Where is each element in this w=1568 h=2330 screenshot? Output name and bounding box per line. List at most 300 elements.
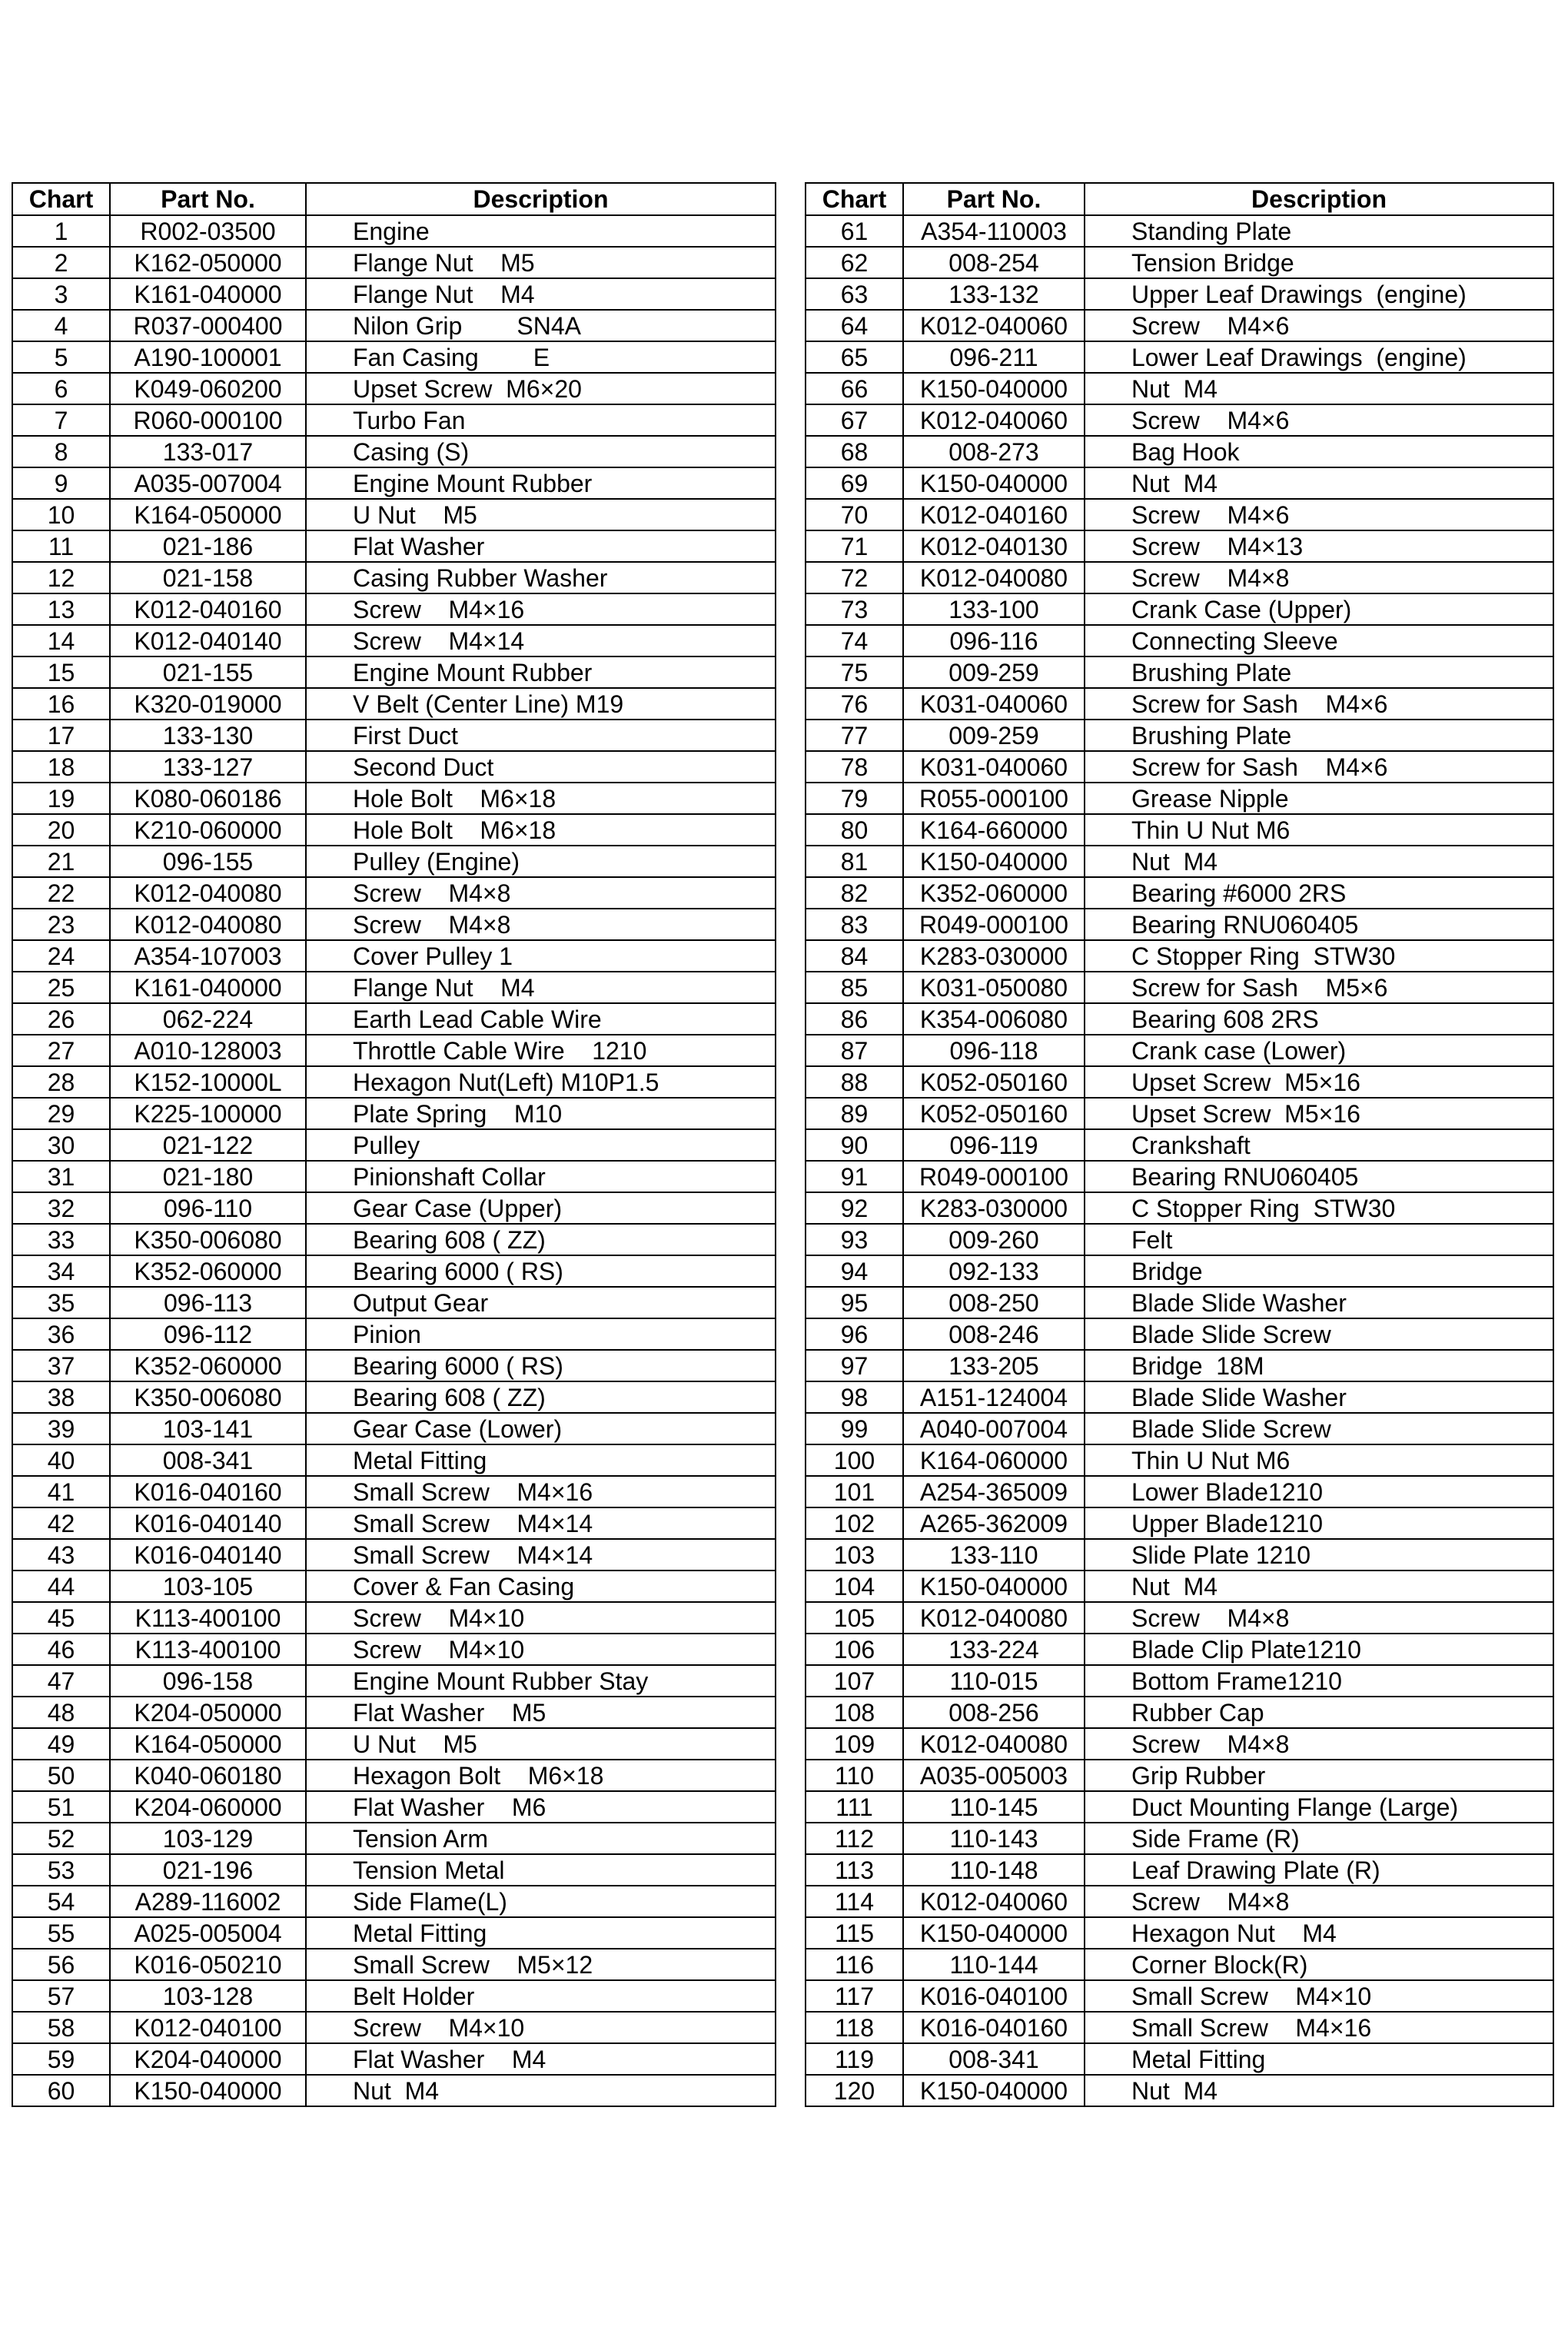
table-row bbox=[12, 1381, 776, 1413]
part-number-cell: A265-362009 bbox=[903, 1507, 1085, 1539]
table-row bbox=[12, 720, 776, 751]
table-row bbox=[12, 783, 776, 814]
table-row bbox=[12, 1980, 776, 2012]
description-cell: Engine Mount Rubber Stay bbox=[306, 1665, 776, 1697]
chart-number-cell: 115 bbox=[806, 1917, 903, 1949]
chart-number-cell: 49 bbox=[12, 1728, 110, 1760]
table-row bbox=[806, 247, 1553, 278]
part-number-cell: K012-040130 bbox=[903, 530, 1085, 562]
description-cell: Hexagon Nut(Left) M10P1.5 bbox=[306, 1066, 776, 1098]
description-cell: Duct Mounting Flange (Large) bbox=[1085, 1791, 1553, 1823]
part-number-cell: K016-040160 bbox=[110, 1476, 306, 1507]
part-number-cell: R055-000100 bbox=[903, 783, 1085, 814]
chart-number-cell: 84 bbox=[806, 940, 903, 972]
table-row bbox=[12, 1760, 776, 1791]
part-number-cell: K012-040100 bbox=[110, 2012, 306, 2043]
part-number-cell: 110-015 bbox=[903, 1665, 1085, 1697]
table-row bbox=[806, 1760, 1553, 1791]
part-number-cell: K113-400100 bbox=[110, 1634, 306, 1665]
description-cell: Side Flame(L) bbox=[306, 1886, 776, 1917]
description-cell: Screw M4×8 bbox=[1085, 562, 1553, 593]
table-row bbox=[12, 688, 776, 720]
parts-table-left bbox=[12, 182, 776, 2107]
chart-number-cell: 67 bbox=[806, 404, 903, 436]
description-cell: Crank Case (Upper) bbox=[1085, 593, 1553, 625]
description-cell: Flat Washer bbox=[306, 530, 776, 562]
description-cell: Bearing RNU060405 bbox=[1085, 1161, 1553, 1192]
description-cell: Brushing Plate bbox=[1085, 656, 1553, 688]
chart-number-cell: 112 bbox=[806, 1823, 903, 1854]
chart-number-cell: 104 bbox=[806, 1571, 903, 1602]
part-number-cell: 110-144 bbox=[903, 1949, 1085, 1980]
part-number-cell: K164-660000 bbox=[903, 814, 1085, 846]
part-number-cell: 008-256 bbox=[903, 1697, 1085, 1728]
description-cell: Nut M4 bbox=[1085, 1571, 1553, 1602]
table-row bbox=[806, 1571, 1553, 1602]
table-row bbox=[806, 1224, 1553, 1255]
description-cell: Tension Arm bbox=[306, 1823, 776, 1854]
table-row bbox=[806, 467, 1553, 499]
table-row bbox=[806, 1728, 1553, 1760]
table-row bbox=[12, 1886, 776, 1917]
table-row bbox=[12, 1571, 776, 1602]
chart-number-cell: 111 bbox=[806, 1791, 903, 1823]
chart-number-cell: 11 bbox=[12, 530, 110, 562]
chart-number-cell: 29 bbox=[12, 1098, 110, 1129]
part-number-cell: K031-040060 bbox=[903, 688, 1085, 720]
table-row bbox=[12, 1728, 776, 1760]
part-number-cell: R060-000100 bbox=[110, 404, 306, 436]
part-number-cell: K152-10000L bbox=[110, 1066, 306, 1098]
description-cell: Blade Slide Screw bbox=[1085, 1318, 1553, 1350]
part-number-cell: 110-145 bbox=[903, 1791, 1085, 1823]
part-number-cell: A289-116002 bbox=[110, 1886, 306, 1917]
description-cell: Felt bbox=[1085, 1224, 1553, 1255]
chart-number-cell: 87 bbox=[806, 1035, 903, 1066]
chart-number-cell: 36 bbox=[12, 1318, 110, 1350]
description-cell: U Nut M5 bbox=[306, 1728, 776, 1760]
description-cell: Upset Screw M5×16 bbox=[1085, 1098, 1553, 1129]
description-cell: Grip Rubber bbox=[1085, 1760, 1553, 1791]
description-cell: Nut M4 bbox=[1085, 2075, 1553, 2106]
part-no-column-header: Part No. bbox=[903, 183, 1085, 215]
part-number-cell: 133-127 bbox=[110, 751, 306, 783]
description-cell: Bottom Frame1210 bbox=[1085, 1665, 1553, 1697]
description-cell: Small Screw M4×10 bbox=[1085, 1980, 1553, 2012]
chart-number-cell: 96 bbox=[806, 1318, 903, 1350]
table-row bbox=[12, 1035, 776, 1066]
table-row bbox=[806, 2012, 1553, 2043]
chart-number-cell: 68 bbox=[806, 436, 903, 467]
part-number-cell: K350-006080 bbox=[110, 1224, 306, 1255]
chart-number-cell: 32 bbox=[12, 1192, 110, 1224]
table-row bbox=[806, 1192, 1553, 1224]
description-cell: Grease Nipple bbox=[1085, 783, 1553, 814]
part-number-cell: 133-132 bbox=[903, 278, 1085, 310]
part-number-cell: A035-007004 bbox=[110, 467, 306, 499]
part-number-cell: K204-040000 bbox=[110, 2043, 306, 2075]
part-number-cell: K162-050000 bbox=[110, 247, 306, 278]
part-number-cell: K161-040000 bbox=[110, 972, 306, 1003]
description-cell: Screw for Sash M4×6 bbox=[1085, 688, 1553, 720]
part-number-cell: K150-040000 bbox=[903, 846, 1085, 877]
table-row bbox=[806, 1035, 1553, 1066]
description-cell: Pulley bbox=[306, 1129, 776, 1161]
table-row bbox=[806, 1066, 1553, 1098]
chart-number-cell: 43 bbox=[12, 1539, 110, 1571]
description-cell: C Stopper Ring STW30 bbox=[1085, 940, 1553, 972]
description-cell: Small Screw M5×12 bbox=[306, 1949, 776, 1980]
table-row bbox=[12, 562, 776, 593]
description-cell: Bearing 6000 ( RS) bbox=[306, 1255, 776, 1287]
description-cell: Crankshaft bbox=[1085, 1129, 1553, 1161]
table-row bbox=[806, 625, 1553, 656]
chart-number-cell: 116 bbox=[806, 1949, 903, 1980]
description-cell: Nut M4 bbox=[1085, 467, 1553, 499]
table-row bbox=[12, 1949, 776, 1980]
description-cell: Tension Metal bbox=[306, 1854, 776, 1886]
table-row bbox=[12, 1539, 776, 1571]
table-row bbox=[12, 310, 776, 341]
description-cell: C Stopper Ring STW30 bbox=[1085, 1192, 1553, 1224]
description-cell: Connecting Sleeve bbox=[1085, 625, 1553, 656]
part-number-cell: K049-060200 bbox=[110, 373, 306, 404]
table-row bbox=[12, 1255, 776, 1287]
part-number-cell: K225-100000 bbox=[110, 1098, 306, 1129]
chart-number-cell: 16 bbox=[12, 688, 110, 720]
table-row bbox=[12, 1224, 776, 1255]
description-cell: Lower Leaf Drawings (engine) bbox=[1085, 341, 1553, 373]
chart-number-cell: 2 bbox=[12, 247, 110, 278]
chart-number-cell: 28 bbox=[12, 1066, 110, 1098]
part-number-cell: 009-260 bbox=[903, 1224, 1085, 1255]
description-cell: Screw M4×16 bbox=[306, 593, 776, 625]
part-number-cell: R049-000100 bbox=[903, 1161, 1085, 1192]
description-cell: Earth Lead Cable Wire bbox=[306, 1003, 776, 1035]
chart-number-cell: 26 bbox=[12, 1003, 110, 1035]
part-number-cell: K161-040000 bbox=[110, 278, 306, 310]
chart-number-cell: 17 bbox=[12, 720, 110, 751]
chart-number-cell: 35 bbox=[12, 1287, 110, 1318]
part-number-cell: 008-250 bbox=[903, 1287, 1085, 1318]
description-cell: Nut M4 bbox=[306, 2075, 776, 2106]
chart-number-cell: 37 bbox=[12, 1350, 110, 1381]
table-row bbox=[806, 341, 1553, 373]
description-cell: Bearing 608 2RS bbox=[1085, 1003, 1553, 1035]
chart-number-cell: 88 bbox=[806, 1066, 903, 1098]
chart-number-cell: 60 bbox=[12, 2075, 110, 2106]
table-row bbox=[12, 215, 776, 247]
description-cell: Flange Nut M5 bbox=[306, 247, 776, 278]
table-row bbox=[12, 625, 776, 656]
chart-number-cell: 20 bbox=[12, 814, 110, 846]
chart-number-cell: 33 bbox=[12, 1224, 110, 1255]
description-cell: Pinion bbox=[306, 1318, 776, 1350]
table-row bbox=[806, 2043, 1553, 2075]
table-row bbox=[12, 2075, 776, 2106]
description-cell: Thin U Nut M6 bbox=[1085, 1444, 1553, 1476]
description-cell: Screw M4×8 bbox=[306, 877, 776, 909]
part-number-cell: 096-211 bbox=[903, 341, 1085, 373]
table-row bbox=[12, 247, 776, 278]
table-row bbox=[12, 1192, 776, 1224]
part-no-column-header: Part No. bbox=[110, 183, 306, 215]
table-row bbox=[12, 436, 776, 467]
part-number-cell: K016-040100 bbox=[903, 1980, 1085, 2012]
part-number-cell: 096-119 bbox=[903, 1129, 1085, 1161]
part-number-cell: 021-180 bbox=[110, 1161, 306, 1192]
table-row bbox=[12, 499, 776, 530]
part-number-cell: A354-110003 bbox=[903, 215, 1085, 247]
chart-number-cell: 86 bbox=[806, 1003, 903, 1035]
chart-number-cell: 10 bbox=[12, 499, 110, 530]
part-number-cell: K040-060180 bbox=[110, 1760, 306, 1791]
chart-number-cell: 41 bbox=[12, 1476, 110, 1507]
table-row bbox=[12, 1350, 776, 1381]
chart-number-cell: 118 bbox=[806, 2012, 903, 2043]
chart-number-cell: 50 bbox=[12, 1760, 110, 1791]
chart-number-cell: 65 bbox=[806, 341, 903, 373]
description-cell: Gear Case (Lower) bbox=[306, 1413, 776, 1444]
chart-number-cell: 72 bbox=[806, 562, 903, 593]
table-row bbox=[12, 972, 776, 1003]
table-row bbox=[12, 1791, 776, 1823]
table-row bbox=[806, 1003, 1553, 1035]
table-row bbox=[806, 278, 1553, 310]
part-number-cell: K204-050000 bbox=[110, 1697, 306, 1728]
table-row bbox=[806, 688, 1553, 720]
table-row bbox=[12, 1318, 776, 1350]
part-number-cell: K283-030000 bbox=[903, 1192, 1085, 1224]
description-cell: Upset Screw M5×16 bbox=[1085, 1066, 1553, 1098]
table-row bbox=[806, 1886, 1553, 1917]
chart-number-cell: 47 bbox=[12, 1665, 110, 1697]
chart-number-cell: 22 bbox=[12, 877, 110, 909]
description-cell: First Duct bbox=[306, 720, 776, 751]
part-number-cell: 008-341 bbox=[903, 2043, 1085, 2075]
description-cell: Flat Washer M6 bbox=[306, 1791, 776, 1823]
table-row bbox=[806, 1917, 1553, 1949]
part-number-cell: 021-155 bbox=[110, 656, 306, 688]
part-number-cell: K320-019000 bbox=[110, 688, 306, 720]
description-cell: Cover Pulley 1 bbox=[306, 940, 776, 972]
chart-number-cell: 56 bbox=[12, 1949, 110, 1980]
part-number-cell: R037-000400 bbox=[110, 310, 306, 341]
description-cell: Screw for Sash M5×6 bbox=[1085, 972, 1553, 1003]
table-row bbox=[12, 1129, 776, 1161]
chart-number-cell: 99 bbox=[806, 1413, 903, 1444]
table-row bbox=[806, 877, 1553, 909]
chart-number-cell: 69 bbox=[806, 467, 903, 499]
part-number-cell: K012-040080 bbox=[110, 877, 306, 909]
table-row bbox=[806, 1161, 1553, 1192]
part-number-cell: 096-112 bbox=[110, 1318, 306, 1350]
description-cell: Screw M4×8 bbox=[306, 909, 776, 940]
part-number-cell: K164-050000 bbox=[110, 1728, 306, 1760]
part-number-cell: 021-196 bbox=[110, 1854, 306, 1886]
chart-number-cell: 106 bbox=[806, 1634, 903, 1665]
description-cell: Throttle Cable Wire 1210 bbox=[306, 1035, 776, 1066]
description-cell: Thin U Nut M6 bbox=[1085, 814, 1553, 846]
description-cell: Casing Rubber Washer bbox=[306, 562, 776, 593]
part-number-cell: K052-050160 bbox=[903, 1066, 1085, 1098]
description-cell: Flat Washer M5 bbox=[306, 1697, 776, 1728]
table-row bbox=[806, 909, 1553, 940]
chart-number-cell: 39 bbox=[12, 1413, 110, 1444]
chart-number-cell: 79 bbox=[806, 783, 903, 814]
part-number-cell: 133-110 bbox=[903, 1539, 1085, 1571]
part-number-cell: 021-158 bbox=[110, 562, 306, 593]
part-number-cell: 133-100 bbox=[903, 593, 1085, 625]
table-row bbox=[806, 1949, 1553, 1980]
chart-number-cell: 61 bbox=[806, 215, 903, 247]
chart-number-cell: 100 bbox=[806, 1444, 903, 1476]
chart-number-cell: 34 bbox=[12, 1255, 110, 1287]
part-number-cell: K012-040060 bbox=[903, 404, 1085, 436]
description-cell: Hexagon Bolt M6×18 bbox=[306, 1760, 776, 1791]
description-cell: Bearing 608 ( ZZ) bbox=[306, 1224, 776, 1255]
chart-number-cell: 92 bbox=[806, 1192, 903, 1224]
description-cell: Cover & Fan Casing bbox=[306, 1571, 776, 1602]
chart-number-cell: 19 bbox=[12, 783, 110, 814]
chart-number-cell: 25 bbox=[12, 972, 110, 1003]
description-cell: V Belt (Center Line) M19 bbox=[306, 688, 776, 720]
chart-number-cell: 83 bbox=[806, 909, 903, 940]
table-row bbox=[806, 972, 1553, 1003]
table-row bbox=[806, 310, 1553, 341]
table-row bbox=[12, 467, 776, 499]
chart-number-cell: 95 bbox=[806, 1287, 903, 1318]
description-cell: Bearing RNU060405 bbox=[1085, 909, 1553, 940]
table-row bbox=[12, 1413, 776, 1444]
table-row bbox=[806, 1350, 1553, 1381]
description-cell: Screw M4×10 bbox=[306, 2012, 776, 2043]
chart-number-cell: 97 bbox=[806, 1350, 903, 1381]
chart-number-cell: 45 bbox=[12, 1602, 110, 1634]
table-row bbox=[806, 1980, 1553, 2012]
description-cell: Screw M4×10 bbox=[306, 1602, 776, 1634]
chart-number-cell: 113 bbox=[806, 1854, 903, 1886]
description-cell: Screw M4×8 bbox=[1085, 1886, 1553, 1917]
table-row bbox=[806, 1255, 1553, 1287]
description-cell: Blade Slide Washer bbox=[1085, 1287, 1553, 1318]
chart-number-cell: 91 bbox=[806, 1161, 903, 1192]
table-row bbox=[806, 1444, 1553, 1476]
chart-number-cell: 30 bbox=[12, 1129, 110, 1161]
description-cell: Screw M4×8 bbox=[1085, 1728, 1553, 1760]
part-number-cell: 096-116 bbox=[903, 625, 1085, 656]
description-cell: Nut M4 bbox=[1085, 846, 1553, 877]
description-column-header: Description bbox=[1085, 183, 1553, 215]
table-row bbox=[806, 1098, 1553, 1129]
chart-number-cell: 114 bbox=[806, 1886, 903, 1917]
chart-number-cell: 89 bbox=[806, 1098, 903, 1129]
chart-number-cell: 52 bbox=[12, 1823, 110, 1854]
chart-number-cell: 90 bbox=[806, 1129, 903, 1161]
table-row bbox=[806, 1665, 1553, 1697]
description-cell: Screw M4×13 bbox=[1085, 530, 1553, 562]
chart-number-cell: 74 bbox=[806, 625, 903, 656]
chart-number-cell: 12 bbox=[12, 562, 110, 593]
table-row bbox=[12, 1003, 776, 1035]
table-row bbox=[806, 499, 1553, 530]
part-number-cell: R002-03500 bbox=[110, 215, 306, 247]
part-number-cell: K150-040000 bbox=[110, 2075, 306, 2106]
chart-number-cell: 82 bbox=[806, 877, 903, 909]
chart-number-cell: 1 bbox=[12, 215, 110, 247]
chart-number-cell: 103 bbox=[806, 1539, 903, 1571]
table-row bbox=[12, 1098, 776, 1129]
table-row bbox=[12, 877, 776, 909]
description-cell: Leaf Drawing Plate (R) bbox=[1085, 1854, 1553, 1886]
description-cell: U Nut M5 bbox=[306, 499, 776, 530]
table-row bbox=[806, 436, 1553, 467]
table-row bbox=[806, 1823, 1553, 1854]
chart-number-cell: 120 bbox=[806, 2075, 903, 2106]
chart-number-cell: 44 bbox=[12, 1571, 110, 1602]
description-cell: Second Duct bbox=[306, 751, 776, 783]
chart-number-cell: 9 bbox=[12, 467, 110, 499]
part-number-cell: K012-040080 bbox=[110, 909, 306, 940]
chart-number-cell: 73 bbox=[806, 593, 903, 625]
chart-number-cell: 110 bbox=[806, 1760, 903, 1791]
table-row bbox=[12, 1287, 776, 1318]
chart-number-cell: 117 bbox=[806, 1980, 903, 2012]
table-row bbox=[806, 846, 1553, 877]
table-row bbox=[806, 1634, 1553, 1665]
description-cell: Small Screw M4×14 bbox=[306, 1507, 776, 1539]
chart-number-cell: 107 bbox=[806, 1665, 903, 1697]
description-cell: Hole Bolt M6×18 bbox=[306, 783, 776, 814]
description-cell: Small Screw M4×14 bbox=[306, 1539, 776, 1571]
description-cell: Fan Casing E bbox=[306, 341, 776, 373]
chart-number-cell: 24 bbox=[12, 940, 110, 972]
description-cell: Hole Bolt M6×18 bbox=[306, 814, 776, 846]
chart-number-cell: 42 bbox=[12, 1507, 110, 1539]
description-cell: Slide Plate 1210 bbox=[1085, 1539, 1553, 1571]
chart-number-cell: 38 bbox=[12, 1381, 110, 1413]
chart-number-cell: 58 bbox=[12, 2012, 110, 2043]
table-row bbox=[12, 1507, 776, 1539]
description-cell: Upper Blade1210 bbox=[1085, 1507, 1553, 1539]
part-number-cell: 008-341 bbox=[110, 1444, 306, 1476]
part-number-cell: 096-110 bbox=[110, 1192, 306, 1224]
part-number-cell: 021-122 bbox=[110, 1129, 306, 1161]
chart-number-cell: 59 bbox=[12, 2043, 110, 2075]
table-row bbox=[12, 1823, 776, 1854]
part-number-cell: 103-129 bbox=[110, 1823, 306, 1854]
table-row bbox=[806, 2075, 1553, 2106]
table-row bbox=[12, 1917, 776, 1949]
chart-number-cell: 4 bbox=[12, 310, 110, 341]
description-cell: Pinionshaft Collar bbox=[306, 1161, 776, 1192]
part-number-cell: 021-186 bbox=[110, 530, 306, 562]
part-number-cell: A035-005003 bbox=[903, 1760, 1085, 1791]
chart-number-cell: 85 bbox=[806, 972, 903, 1003]
description-cell: Rubber Cap bbox=[1085, 1697, 1553, 1728]
chart-number-cell: 77 bbox=[806, 720, 903, 751]
description-cell: Metal Fitting bbox=[1085, 2043, 1553, 2075]
description-cell: Screw for Sash M4×6 bbox=[1085, 751, 1553, 783]
part-number-cell: K350-006080 bbox=[110, 1381, 306, 1413]
part-number-cell: K164-060000 bbox=[903, 1444, 1085, 1476]
part-number-cell: A025-005004 bbox=[110, 1917, 306, 1949]
description-cell: Bridge bbox=[1085, 1255, 1553, 1287]
part-number-cell: K016-040140 bbox=[110, 1539, 306, 1571]
description-cell: Bearing #6000 2RS bbox=[1085, 877, 1553, 909]
description-cell: Engine bbox=[306, 215, 776, 247]
part-number-cell: K012-040080 bbox=[903, 1602, 1085, 1634]
